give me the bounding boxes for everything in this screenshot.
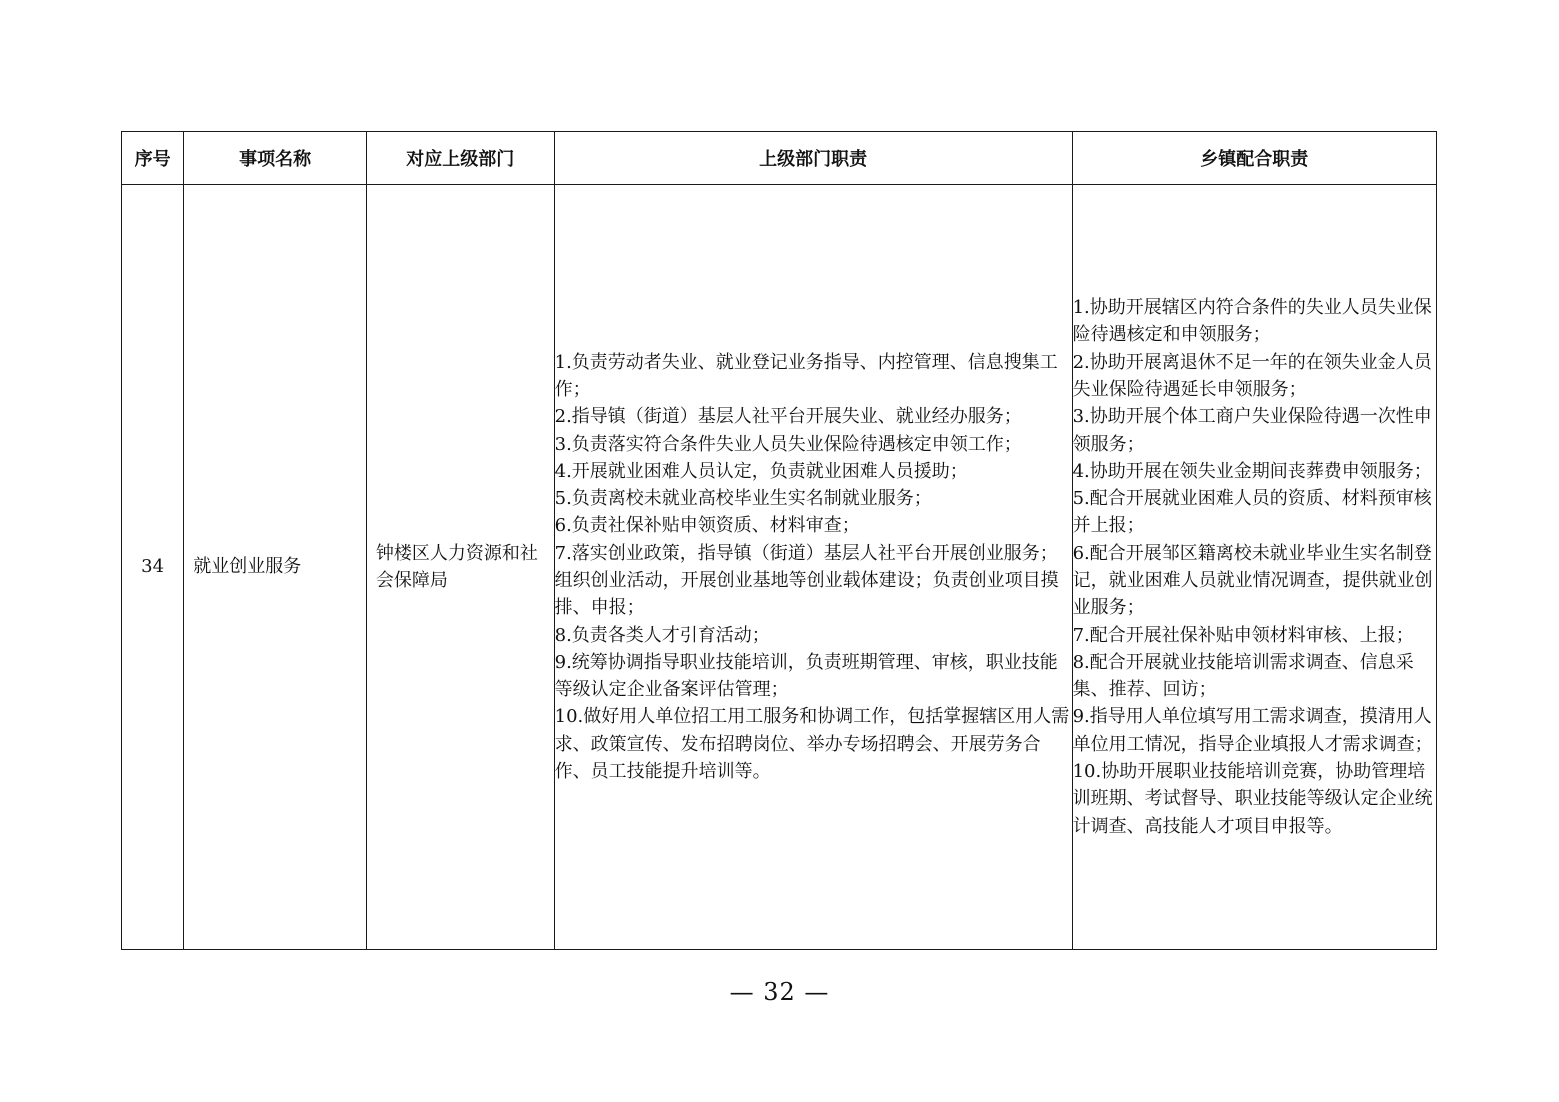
town-duty-item: 7.配合开展社保补贴申领材料审核、上报； xyxy=(1072,624,1414,646)
table-header xyxy=(122,132,1437,185)
table-row xyxy=(122,185,1437,950)
cell-town-duties xyxy=(1072,185,1436,950)
duty-table xyxy=(121,131,1437,950)
upper-duty-item: 1.负责劳动者失业、就业登记业务指导、内控管理、信息搜集工作； xyxy=(554,351,1058,400)
upper-duty-item: 4.开展就业困难人员认定，负责就业困难人员援助； xyxy=(554,460,968,482)
cell-upper-duties xyxy=(554,185,1072,950)
header-town-duties: 乡镇配合职责 xyxy=(1072,132,1436,185)
upper-duty-item: 2.指导镇（街道）基层人社平台开展失业、就业经办服务； xyxy=(554,406,1022,428)
header-row xyxy=(122,132,1437,185)
upper-duty-item: 7.落实创业政策，指导镇（街道）基层人社平台开展创业服务；组织创业活动，开展创业基地等创业载体建设；负责创业项目摸排、申报； xyxy=(554,542,1059,619)
upper-duties-list xyxy=(555,349,1072,786)
cell-item-name xyxy=(184,185,367,950)
town-duty-item: 8.配合开展就业技能培训需求调查、信息采集、推荐、回访； xyxy=(1072,651,1414,701)
town-duty-item: 4.协助开展在领失业金期间丧葬费申领服务； xyxy=(1072,460,1432,482)
upper-duty-item: 6.负责社保补贴申领资质、材料审查； xyxy=(554,515,860,537)
header-item-name: 事项名称 xyxy=(184,132,367,185)
page-number: — 32 — xyxy=(729,978,830,1006)
town-duty-item: 6.配合开展邹区籍离校未就业毕业生实名制登记，就业困难人员就业情况调查，提供就业创业服务； xyxy=(1072,542,1433,619)
town-duties-list xyxy=(1073,294,1436,840)
header-serial-number: 序号 xyxy=(122,132,184,185)
cell-serial-number: 34 xyxy=(122,185,184,950)
item-name-text: 就业创业服务 xyxy=(193,556,302,578)
table-body xyxy=(122,185,1437,950)
header-department: 对应上级部门 xyxy=(366,132,554,185)
town-duty-item: 1.协助开展辖区内符合条件的失业人员失业保险待遇核定和申领服务； xyxy=(1072,297,1432,346)
cell-department xyxy=(366,185,554,950)
town-duty-item: 5.配合开展就业困难人员的资质、材料预审核并上报； xyxy=(1072,488,1432,537)
upper-duty-item: 10.做好用人单位招工用工服务和协调工作，包括掌握辖区用人需求、政策宣传、发布招聘岗位、举办专场招聘会、开展劳务合作、员工技能提升培训等。 xyxy=(554,706,1070,783)
town-duty-item: 9.指导用人单位填写用工需求调查，摸清用人单位用工情况，指导企业填报人才需求调查； xyxy=(1072,706,1433,755)
department-text: 钟楼区人力资源和社会保障局 xyxy=(375,542,538,591)
town-duty-item: 3.协助开展个体工商户失业保险待遇一次性申领服务； xyxy=(1072,406,1432,455)
upper-duty-item: 5.负责离校未就业高校毕业生实名制就业服务； xyxy=(554,488,932,510)
town-duty-item: 10.协助开展职业技能培训竞赛，协助管理培训班期、考试督导、职业技能等级认定企业统计调查、高技能人才项目申报等。 xyxy=(1072,761,1433,837)
upper-duty-item: 9.统筹协调指导职业技能培训，负责班期管理、审核，职业技能等级认定企业备案评估管理； xyxy=(554,651,1058,701)
upper-duty-item: 3.负责落实符合条件失业人员失业保险待遇核定申领工作； xyxy=(554,433,1022,455)
town-duty-item: 2.协助开展离退休不足一年的在领失业金人员失业保险待遇延长申领服务； xyxy=(1072,351,1432,400)
upper-duty-item: 8.负责各类人才引育活动； xyxy=(554,624,770,646)
header-upper-duties: 上级部门职责 xyxy=(554,132,1072,185)
